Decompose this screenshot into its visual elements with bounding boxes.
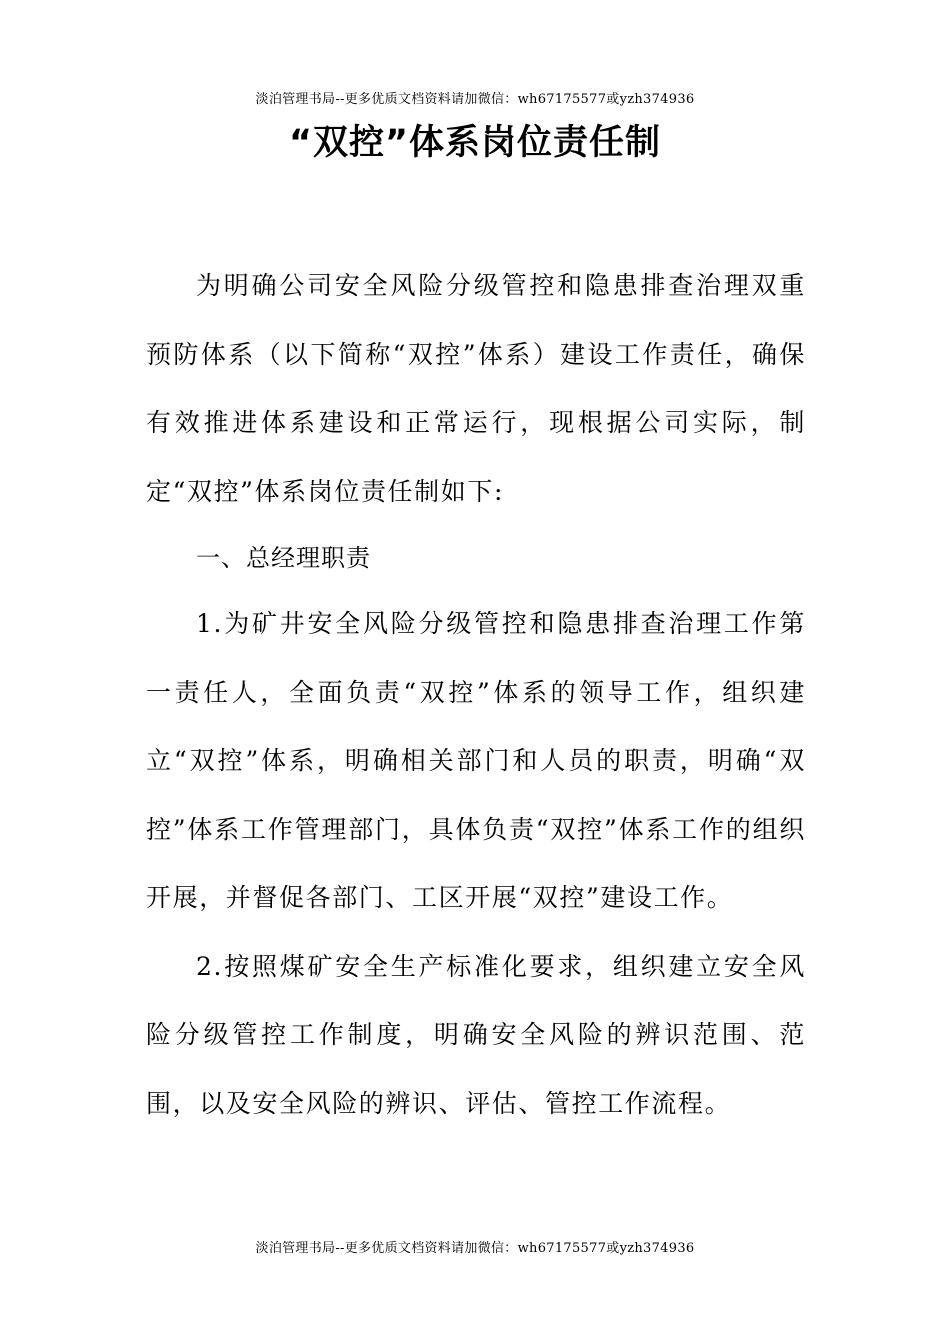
- document-title: “双控”体系岗位责任制: [288, 123, 661, 163]
- section-heading-general-manager: 一、总经理职责: [196, 544, 371, 572]
- duty-item-1: 1.为矿井安全风险分级管控和隐患排查治理工作第一责任人，全面负责“双控”体系的领导工作，组织建立“双控”体系，明确相关部门和人员的职责，明确“双控”体系工作管理部门，具体负责“双控”体系工作的组织开展，并督促各部门、工区开展“双控”建设工作。: [146, 609, 806, 912]
- intro-paragraph: 为明确公司安全风险分级管控和隐患排查治理双重预防体系（以下简称“双控”体系）建设工作责任，确保有效推进体系建设和正常运行，现根据公司实际，制定“双控”体系岗位责任制如下:: [146, 271, 806, 506]
- page-header: 淡泊管理书局--更多优质文档资料请加微信：wh67175577或yzh374936: [255, 92, 695, 107]
- document-body: [146, 252, 806, 1138]
- duty-item-2: 2.按照煤矿安全生产标准化要求，组织建立安全风险分级管控工作制度，明确安全风险的辨识范围、范围，以及安全风险的辨识、评估、管控工作流程。: [146, 951, 806, 1118]
- page-footer: 淡泊管理书局--更多优质文档资料请加微信：wh67175577或yzh374936: [255, 1241, 695, 1256]
